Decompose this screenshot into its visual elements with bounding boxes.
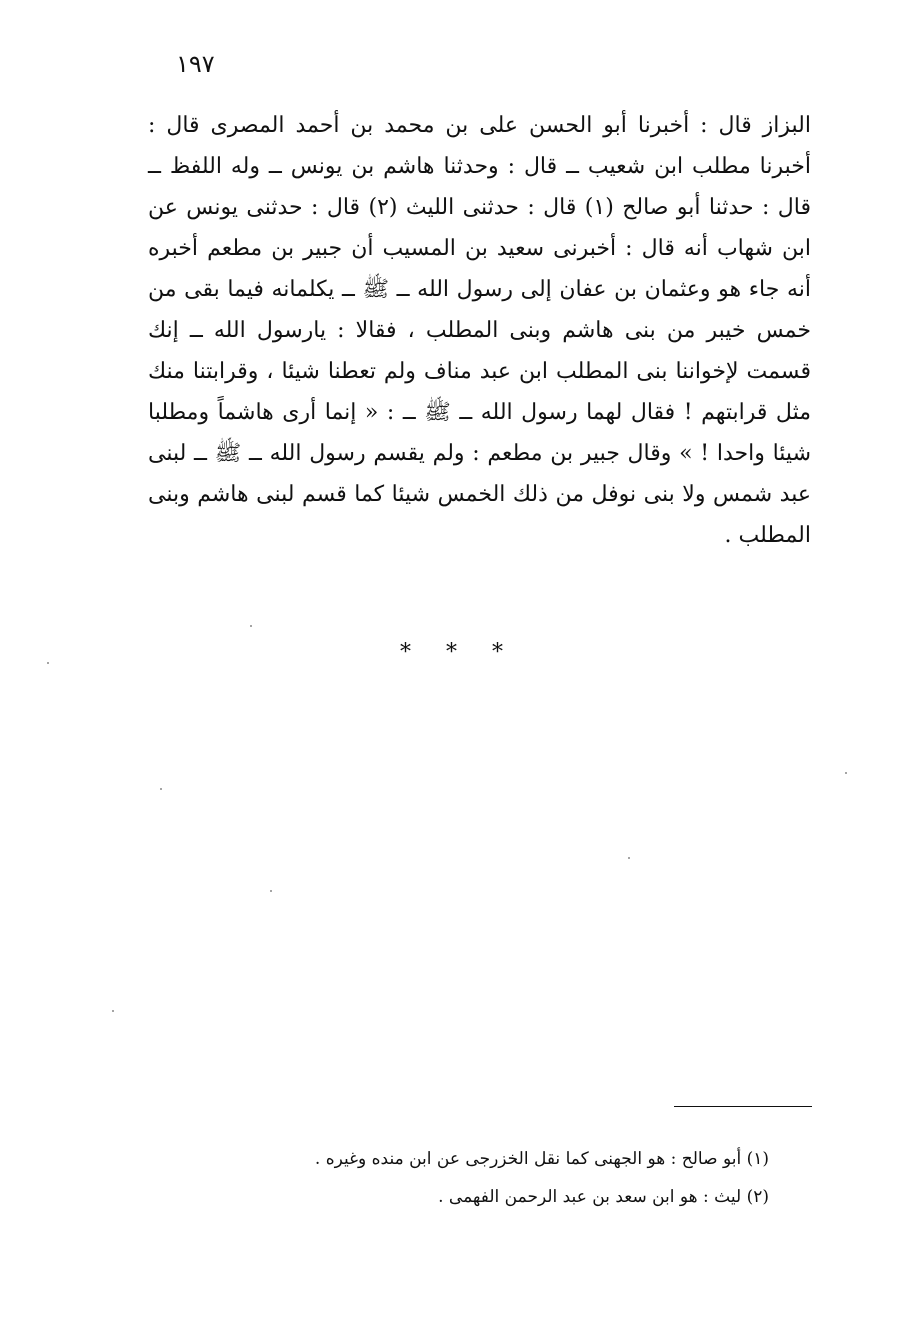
footnote-2: (٢) ليث : هو ابن سعد بن عبد الرحمن الفهمى . (438, 1187, 769, 1207)
main-paragraph: البزاز قال : أخبرنا أبو الحسن على بن محمد بن أحمد المصرى قال : أخبرنا مطلب ابن شعيب ــ قال : وحدثنا هاشم بن يونس ــ وله اللفظ ــ قال : حدثنا أبو صالح (١) قال : حدثنى الليث (٢) قال : حدثنى يونس عن ابن شهاب أنه قال : أخبرنى سعيد بن المسيب أن جبير بن مطعم أخبره أنه جاء هو وعثمان بن عفان إلى رسول الله ــ ﷺ ــ يكلمانه فيما بقى من خمس خيبر من بنى هاشم وبنى المطلب ، فقالا : يارسول الله ــ إنك قسمت لإخواننا بنى المطلب ابن عبد مناف ولم تعطنا شيئا ، وقرابتنا منك مثل قرابتهم ! فقال لهما رسول الله ــ ﷺ ــ : « إنما أرى هاشماً ومطلبا شيئا واحدا ! » وقال جبير بن مطعم : ولم يقسم رسول الله ــ ﷺ ــ لبنى عبد شمس ولا بنى نوفل من ذلك الخمس شيئا كما قسم لبنى هاشم وبنى المطلب . (148, 113, 811, 548)
scan-speck (160, 788, 162, 790)
page-number: ١٩٧ (176, 50, 215, 78)
scan-speck (628, 857, 630, 859)
section-separator: * * * (400, 640, 517, 665)
footnote-rule (674, 1106, 812, 1107)
scan-speck (270, 890, 272, 892)
footnote-1: (١) أبو صالح : هو الجهنى كما نقل الخزرجى عن ابن منده وغيره . (314, 1149, 769, 1169)
scan-speck (250, 625, 252, 627)
main-text-block (148, 105, 811, 556)
scan-speck (112, 1010, 114, 1012)
footnotes (148, 1140, 769, 1216)
scan-speck (47, 662, 49, 664)
scan-speck (845, 772, 847, 774)
